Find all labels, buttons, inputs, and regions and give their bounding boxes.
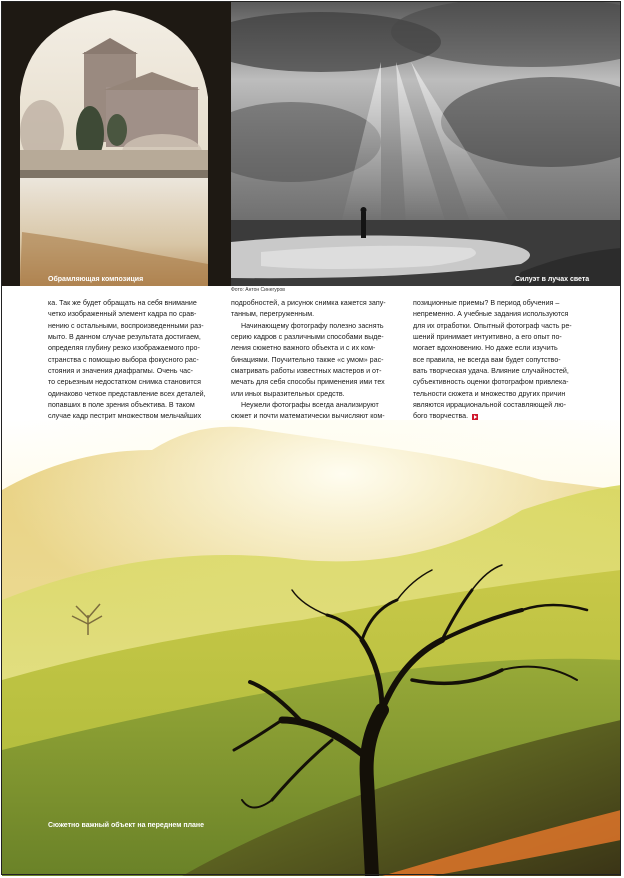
column-2-paragraph-1: подробностей, а рисунок снимка кажется запу- танным, перегруженным. <box>231 299 386 319</box>
arch-caption: Обрамляющая композиция <box>48 276 144 283</box>
landscape-photo <box>2 420 621 876</box>
silhouette-photo <box>231 2 621 286</box>
silhouette-caption: Силуэт в лучах света <box>515 276 590 283</box>
column-2-paragraph-2: Начинающему фотографу полезно заснять серию кадров с различными способами выде- ления сюжетно важного объекта и с их ком- бинациями. Поучительно также «с умом» рас- сматривать работы известных мастеров и от- мечать для себя способы применения ими тех или иных выразительных средств. <box>231 321 385 398</box>
column-2-paragraph-3: Неужели фотографы всегда анализируют сюжет и почти математически вычисляют ком- <box>231 401 385 421</box>
column-3-body: позиционные приемы? В период обучения – непременно. А учебные задания используются для их отработки. Опытный фотограф часть ре- шений принимает интуитивно, а его опыт по- могает вдохновению. Но даже если изучить все правила, не всегда вам будет сопутство- вать творческая удача. Влияние случайностей, субъективность оценки фотографом привлека- тельности сюжета и множество других причин являются иррациональной составляющей лю- бого творчества. <box>413 299 572 421</box>
end-of-article-icon <box>472 414 478 420</box>
text-column-1 <box>48 298 218 423</box>
text-column-2 <box>231 298 401 423</box>
landscape-caption: Сюжетно важный объект на переднем плане <box>48 822 205 829</box>
arch-photo <box>2 2 231 286</box>
column-3-text <box>413 298 583 423</box>
photo-credit: Фото: Антон Синегуров <box>231 287 285 293</box>
text-column-3 <box>413 298 583 423</box>
column-1-text: ка. Так же будет обращать на себя внимание четко изображенный элемент кадра по срав- нению с остальными, воспроизведенными раз- мыто. В данном случае результата достигаем, определяя глубину резко изображаемого про- странства с помощью выбора фокусного рас- стояния и значения диафрагмы. Очень час- то серьезным недостатком снимка становится одинаково четкое представление всех деталей, попавших в поле зрения объектива. В таком случае кадр пестрит множеством мельчайших <box>48 299 206 421</box>
